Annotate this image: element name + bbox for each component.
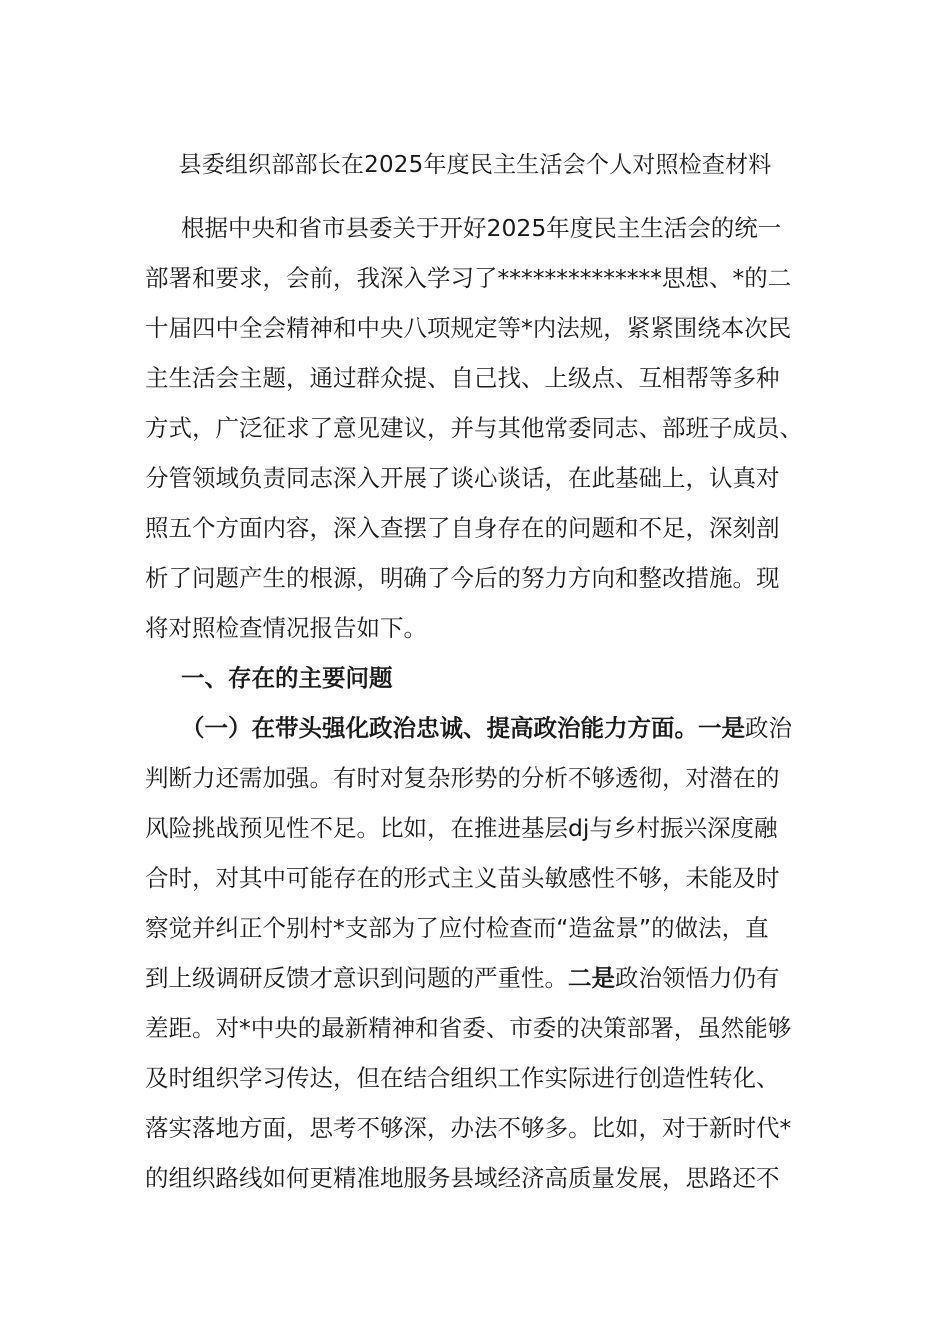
subsection-1-line-4: 合时，对其中可能存在的形式主义苗头敏感性不够，未能及时 bbox=[145, 864, 780, 892]
subsection-1-line-10: 的组织路线如何更精准地服务县域经济高质量发展，思路还不 bbox=[145, 1164, 780, 1192]
subsection-1-line-1-rest: 政治 bbox=[745, 714, 792, 742]
subsection-1-line-3: 风险挑战预见性不足。比如，在推进基层dj与乡村振兴深度融 bbox=[145, 814, 778, 842]
point-1-label: 一是 bbox=[698, 714, 745, 742]
intro-line-2: 部署和要求，会前，我深入学习了**************思想、*的二 bbox=[145, 264, 792, 292]
intro-line-3: 十届四中全会精神和中央八项规定等*内法规，紧紧围绕本次民 bbox=[145, 314, 792, 342]
intro-line-1: 根据中央和省市县委关于开好2025年度民主生活会的统一 bbox=[181, 214, 782, 242]
document-title: 县委组织部部长在2025年度民主生活会个人对照检查材料 bbox=[178, 152, 772, 178]
intro-line-4: 主生活会主题，通过群众提、自己找、上级点、互相帮等多种 bbox=[145, 364, 780, 392]
subsection-1-first-line bbox=[145, 703, 807, 753]
subsection-1-line-6-before: 到上级调研反馈才意识到问题的严重性。 bbox=[145, 964, 568, 992]
intro-line-7: 照五个方面内容，深入查摆了自身存在的问题和不足，深刻剖 bbox=[145, 514, 780, 542]
subsection-1-line-8: 及时组织学习传达，但在结合组织工作实际进行创造性转化、 bbox=[145, 1064, 780, 1092]
intro-line-9: 将对照检查情况报告如下。 bbox=[145, 614, 427, 642]
point-2-label: 二是 bbox=[568, 964, 615, 992]
document-body bbox=[145, 203, 807, 1203]
subsection-1-line-6 bbox=[145, 953, 807, 1003]
subsection-1-line-2: 判断力还需加强。有时对复杂形势的分析不够透彻，对潜在的 bbox=[145, 764, 780, 792]
subsection-1-line-5: 察觉并纠正个别村*支部为了应付检查而“造盆景”的做法，直 bbox=[145, 914, 769, 942]
subsection-1-line-7: 差距。对*中央的最新精神和省委、市委的决策部署，虽然能够 bbox=[145, 1014, 792, 1042]
subsection-1-line-9: 落实落地方面，思考不够深，办法不够多。比如，对于新时代* bbox=[145, 1114, 792, 1142]
subsection-1-line-6-after: 政治领悟力仍有 bbox=[615, 964, 780, 992]
intro-line-5: 方式，广泛征求了意见建议，并与其他常委同志、部班子成员、 bbox=[145, 414, 803, 442]
subsection-1-heading: （一）在带头强化政治忠诚、提高政治能力方面。 bbox=[181, 714, 698, 742]
section-heading-problems: 一、存在的主要问题 bbox=[181, 664, 393, 692]
intro-line-6: 分管领域负责同志深入开展了谈心谈话，在此基础上，认真对 bbox=[145, 464, 780, 492]
intro-line-8: 析了问题产生的根源，明确了今后的努力方向和整改措施。现 bbox=[145, 564, 780, 592]
